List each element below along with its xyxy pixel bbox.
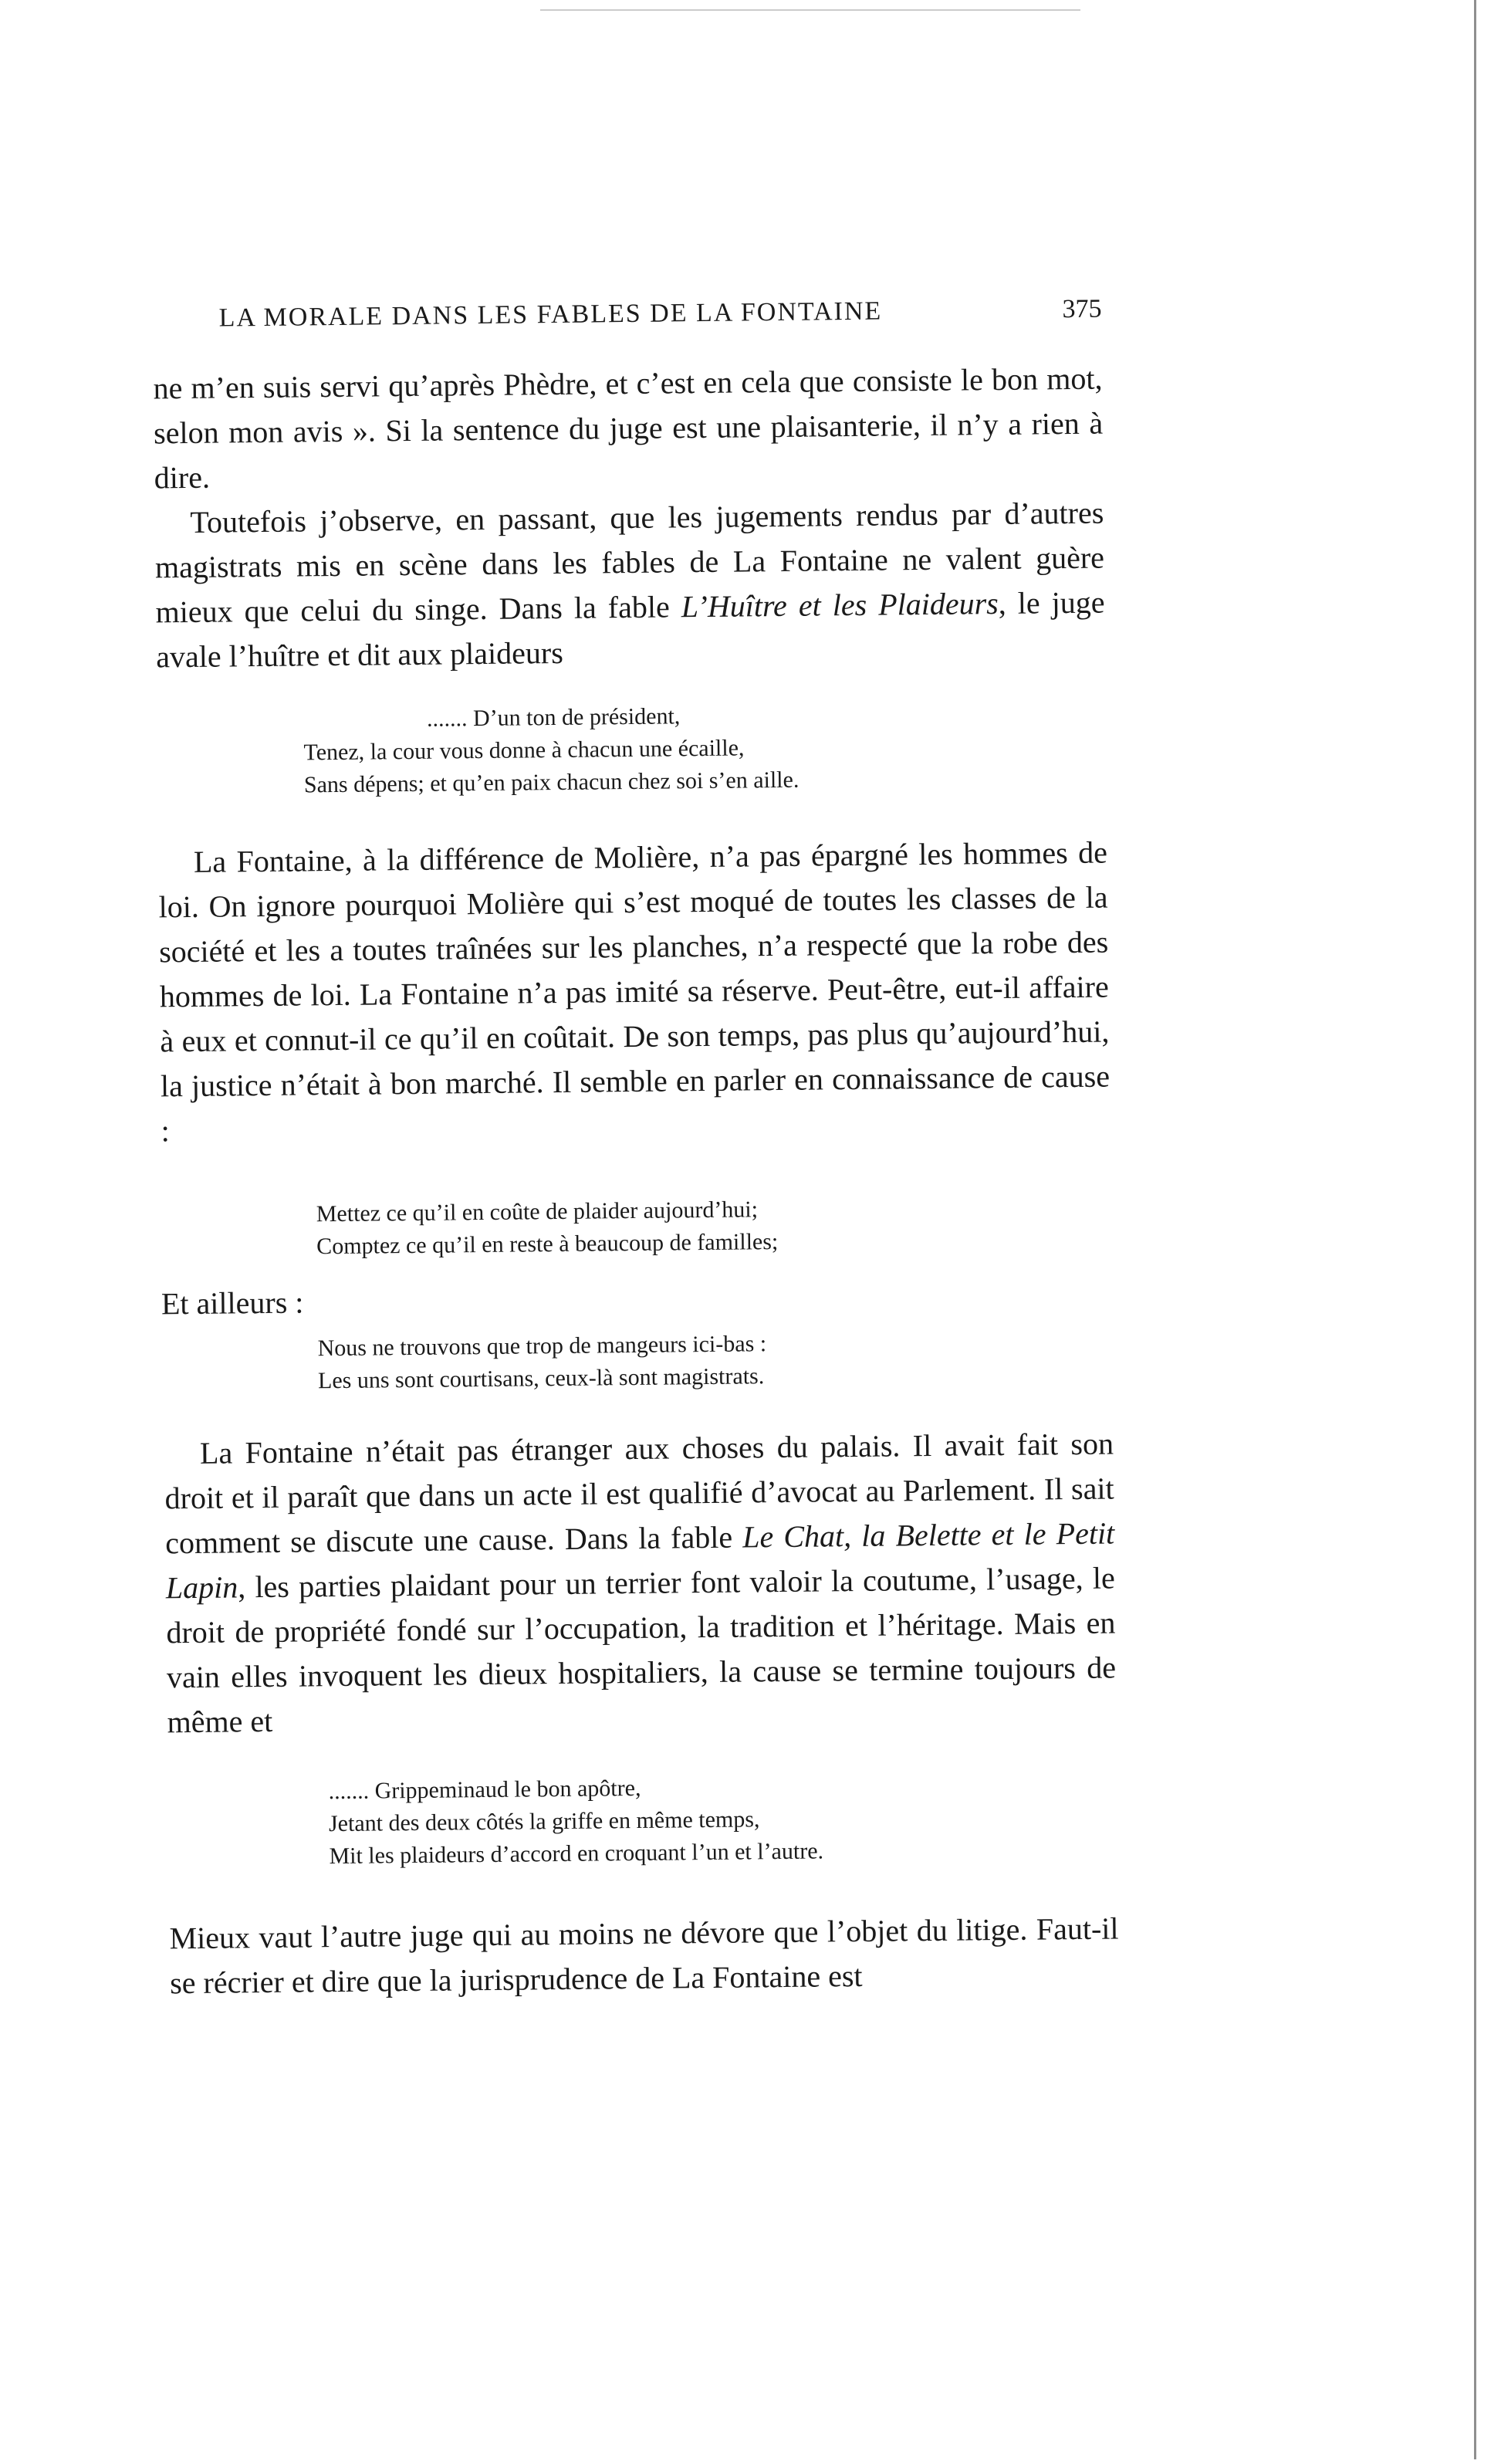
paragraph: Mieux vaut l’autre juge qui au moins ne dévore que l’objet du litige. Faut-il se récrier et dire que la jurisprudence de La Fontaine est <box>169 1911 1119 2001</box>
verse-quote-2 <box>316 1193 779 1263</box>
verse-line: Mettez ce qu’il en coûte de plaider aujourd’hui; <box>316 1196 759 1227</box>
verse-line: Jetant des deux côtés la griffe en même temps, <box>328 1806 760 1837</box>
verse-quote-4 <box>328 1770 823 1873</box>
text-block-3 <box>164 1421 1117 1745</box>
paragraph <box>154 491 1105 680</box>
verse-line: Comptez ce qu’il en reste à beaucoup de familles; <box>316 1229 779 1260</box>
verse-line: ....... Grippeminaud le bon apôtre, <box>328 1775 641 1805</box>
verse-line: Sans dépens; et qu’en paix chacun chez soi s’en aille. <box>303 767 800 798</box>
paragraph: La Fontaine, à la différence de Molière, n’a pas épargné les hommes de loi. On ignore pourquoi Molière qui s’est moqué de toutes les classes de la société et les a toutes traînées sur les planches, n’a respecté que la robe des hommes de loi. La Fontaine n’a pas imité sa réserve. Peut-être, eut-il affaire à eux et connut-il ce qu’il en coûtait. De son temps, pas plus qu’aujourd’hui, la justice n’était à bon marché. Il semble en parler en connaissance de cause : <box>158 834 1111 1149</box>
text-block-4 <box>169 1906 1119 2005</box>
verse-line: Les uns sont courtisans, ceux-là sont magistrats. <box>317 1363 765 1394</box>
verse-quote-3 <box>317 1328 766 1397</box>
verse-line: Mit les plaideurs d’accord en croquant l’un et l’autre. <box>329 1838 824 1870</box>
verse-quote-1 <box>303 699 800 802</box>
paragraph-text: Toutefois j’observe, en passant, que les jugements rendus par d’autres magistrats mis en scène dans les fables de La Fontaine ne valent guère mieux que celui du singe. Dans la fable <box>154 495 1105 630</box>
verse-line: Nous ne trouvons que trop de mangeurs ici-bas : <box>317 1331 767 1362</box>
verse-line: ....... D’un ton de président, <box>426 703 681 732</box>
running-head-title: LA MORALE DANS LES FABLES DE LA FONTAINE <box>218 296 883 333</box>
page-number: 375 <box>1062 294 1102 324</box>
scan-edge-right <box>1474 0 1476 2459</box>
et-ailleurs: Et ailleurs : <box>161 1284 304 1322</box>
paragraph <box>164 1421 1117 1745</box>
text-block-2 <box>158 831 1111 1154</box>
fable-title: Le Chat, la Belette et le Petit Lapin <box>165 1515 1115 1606</box>
fable-title: L’Huître et les Plaideurs <box>681 585 999 624</box>
paragraph: ne m’en suis servi qu’après Phèdre, et c’est en cela que consiste le bon mot, selon mon avis ». Si la sentence du juge est une plaisanterie, il n’y a rien à dire. <box>153 360 1104 496</box>
paragraph-text: , les parties plaidant pour un terrier font valoir la coutume, l’usage, le droit de propriété fondé sur l’occupation, la tradition et l’héritage. Mais en vain elles invoquent les dieux hospitaliers, la cause se termine toujours de même et <box>166 1560 1117 1740</box>
running-head <box>218 295 1101 343</box>
book-page <box>141 0 1124 2464</box>
paragraph-text: , le juge avale l’huître et dit aux plaideurs <box>155 584 1105 675</box>
verse-line: Tenez, la cour vous donne à chacun une écaille, <box>303 735 745 766</box>
paragraph-text: La Fontaine n’était pas étranger aux choses du palais. Il avait fait son droit et il paraît que dans un acte il est qualifié d’avocat au Parlement. Il sait comment se discute une cause. Dans la fable <box>164 1426 1114 1561</box>
text-block-1 <box>153 357 1105 680</box>
